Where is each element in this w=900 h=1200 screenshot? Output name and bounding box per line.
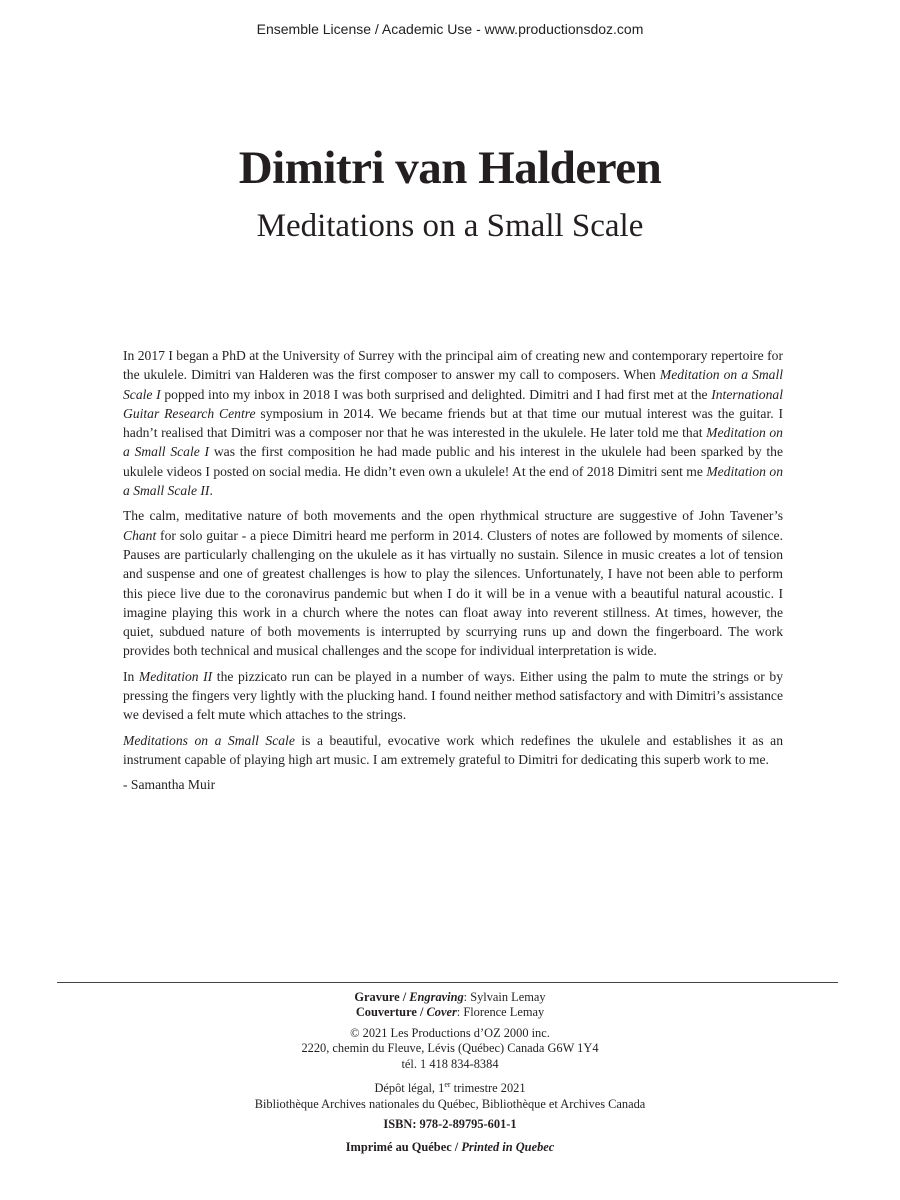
text-run: the pizzicato run can be played in a number of ways. Either using the palm to mute the strings or by pressing the fingers very lightly with the plucking hand. I found neither method satisfactory and with Dimitri’s assistance we devised a felt mute which attaches to the strings. [123, 668, 783, 723]
text-run: symposium in 2014. We became friends but at that time our mutual interest was the guitar. I hadn’t realised that Dimitri was a composer nor that he was interested in the ukulele. He later told me that [123, 405, 783, 441]
text-run: . [209, 483, 213, 499]
credits-block [0, 990, 900, 1156]
cover-label: Couverture / [355, 1005, 427, 1020]
legal-text: trimestre 2021 [450, 1081, 526, 1096]
cover-label-en: Cover [426, 1005, 457, 1020]
text-run: In [123, 668, 139, 684]
text-run: is a beautiful, evocative work which redefines the ukulele and establishes it as an instrument capable of playing high art music. I am extremely grateful to Dimitri for dedicating this superb work to me. [123, 732, 783, 767]
work-title: Meditation II [138, 668, 213, 684]
publisher-phone: tél. 1 418 834-8384 [401, 1056, 499, 1071]
engraving-credit [0, 990, 900, 1005]
engraving-label: Gravure / [354, 990, 410, 1004]
publisher-address: 2220, chemin du Fleuve, Lévis (Québec) Canada G6W 1Y4 [301, 1041, 599, 1056]
isbn [0, 1117, 900, 1132]
libraries: Bibliothèque Archives nationales du Québec, Bibliothèque et Archives Canada [254, 1096, 646, 1111]
work-title: Chant [123, 527, 157, 543]
printed-in [0, 1140, 900, 1155]
printed-en: Printed in Quebec [461, 1140, 555, 1155]
signature: - Samantha Muir [123, 777, 216, 793]
text-run: The calm, meditative nature of both movements and the open rhythmical structure are suggestive of John Tavener’s [123, 508, 783, 524]
copyright: © 2021 Les Productions d’OZ 2000 inc. [350, 1025, 550, 1040]
cover-credit [0, 1005, 900, 1020]
cover-artist-name: : Florence Lemay [456, 1005, 545, 1020]
event-name: International Guitar Research Centre [123, 386, 783, 421]
page-title: Dimitri van Halderen [238, 142, 662, 194]
legal-deposit [0, 1077, 900, 1097]
program-notes [123, 346, 783, 801]
engraver-name: : Sylvain Lemay [463, 990, 546, 1004]
legal-sup: er [444, 1080, 451, 1090]
work-title: Meditation on a Small Scale II [123, 463, 783, 499]
engraving-label-en: Engraving [409, 990, 464, 1004]
text-run: for solo guitar - a piece Dimitri heard me perform in 2014. Clusters of notes are followed by moments of silence. Pauses are particularly challenging on the ukulele as it has virtually no sustain. Silence in music creates a lot of tension and suspense and one of greatest challenges is how to play the silences. Unfortunately, I have not been able to perform this piece live due to the coronavirus pandemic but when I do it will be in a venue with a beautiful natural acoustic. I imagine playing this work in a church where the notes can float away into reverent stillness. At times, however, the quiet, subdued nature of both movements is interrupted by scurrying runs up and down the fingerboard. The work provides both technical and musical challenges and the scope for individual interpretation is wide. [123, 527, 783, 659]
text-run: was the first composition he had made public and his interest in the ukulele had been sparked by the ukulele videos I posted on social media. He didn’t even own a ukulele! At the end of 2018 Dimitri sent me [123, 444, 784, 479]
license-header: Ensemble License / Academic Use - www.productionsdoz.com [256, 21, 644, 37]
text-run: In 2017 I began a PhD at the University of Surrey with the principal aim of creating new and contemporary repertoire for the ukulele. Dimitri van Halderen was the first composer to answer my call to composers. When [123, 348, 783, 383]
paragraph-4 [123, 731, 783, 770]
work-title: Meditation on a Small Scale I [123, 425, 783, 460]
isbn-value: ISBN: 978-2-89795-601-1 [383, 1116, 517, 1131]
divider [57, 982, 838, 983]
text-run: popped into my inbox in 2018 I was both surprised and delighted. Dimitri and I had first met at the [160, 386, 712, 402]
printed-fr: Imprimé au Québec / [345, 1140, 462, 1155]
paragraph-3 [123, 667, 783, 725]
paragraph-1 [123, 346, 783, 500]
legal-text: Dépôt légal, 1 [374, 1081, 445, 1096]
work-title: Meditation on a Small Scale I [123, 367, 783, 402]
page-subtitle: Meditations on a Small Scale [256, 208, 644, 244]
paragraph-2 [123, 506, 783, 660]
work-title: Meditations on a Small Scale [123, 732, 295, 748]
